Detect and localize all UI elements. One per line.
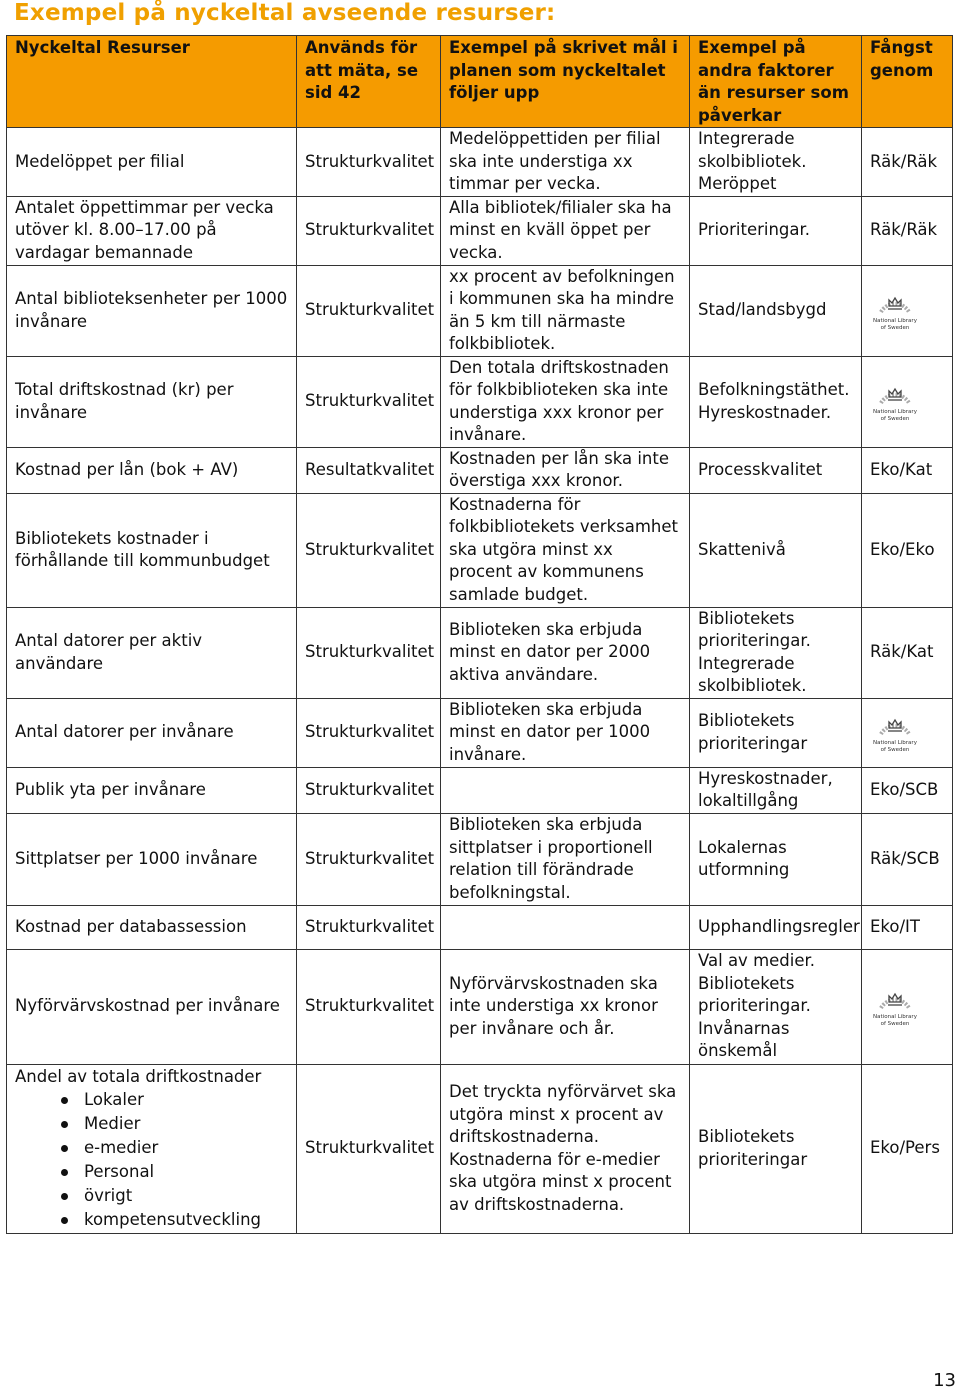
indicator-cell: Antal biblioteksenheter per 1000 invånare <box>7 265 297 356</box>
indicator-cell: Antal datorer per aktiv användare <box>7 607 297 698</box>
capture-cell: Räk/Kat <box>862 607 953 698</box>
table-row <box>7 265 953 356</box>
factors-cell: Bibliotekets prioriteringar <box>690 698 862 767</box>
capture-cell: Räk/Räk <box>862 128 953 197</box>
header-goal: Exempel på skrivet mål i planen som nyckeltalet följer upp <box>441 36 690 128</box>
header-measure: Används för att mäta, se sid 42 <box>297 36 441 128</box>
factors-cell: Befolkningstäthet. Hyreskostnader. <box>690 356 862 447</box>
logo-text: of Sweden <box>880 746 910 753</box>
page-number: 13 <box>933 1370 956 1391</box>
factors-cell: Prioriteringar. <box>690 196 862 265</box>
indicator-title: Andel av totala driftkostnader <box>15 1067 262 1086</box>
table-row <box>7 949 953 1064</box>
measure-cell: Strukturkvalitet <box>297 265 441 356</box>
list-item: Personal <box>27 1160 288 1184</box>
goal-cell: Kostnaderna för folkbibliotekets verksamhet ska utgöra minst xx procent av kommunens samlade budget. <box>441 493 690 607</box>
crown-seal-icon <box>875 286 915 318</box>
goal-cell: Kostnaden per lån ska inte överstiga xxx kronor. <box>441 447 690 493</box>
indicator-cell: Bibliotekets kostnader i förhållande till kommunbudget <box>7 493 297 607</box>
goal-cell <box>441 905 690 949</box>
capture-cell: Eko/IT <box>862 905 953 949</box>
measure-cell: Strukturkvalitet <box>297 493 441 607</box>
goal-cell: Nyförvärvskostnaden ska inte understiga xx kronor per invånare och år. <box>441 949 690 1064</box>
goal-cell: Biblioteken ska erbjuda sittplatser i proportionell relation till förändrade befolkningstal. <box>441 813 690 905</box>
indicator-cell: Antalet öppettimmar per vecka utöver kl. 8.00–17.00 på vardagar bemannade <box>7 196 297 265</box>
logo-text: National Library <box>873 318 917 324</box>
measure-cell: Strukturkvalitet <box>297 905 441 949</box>
crown-seal-icon <box>875 708 915 740</box>
factors-cell: Bibliotekets prioriteringar. Integrerade skolbibliotek. <box>690 607 862 698</box>
capture-cell: Eko/Pers <box>862 1064 953 1233</box>
logo-text: of Sweden <box>880 324 910 331</box>
measure-cell: Strukturkvalitet <box>297 356 441 447</box>
goal-cell: Det tryckta nyförvärvet ska utgöra minst x procent av driftskostnaderna. Kostnaderna för e-medier ska utgöra minst x procent av driftskostnaderna. <box>441 1064 690 1233</box>
cost-category-list <box>15 1088 288 1232</box>
capture-cell <box>862 356 953 447</box>
indicator-cell: Medelöppet per filial <box>7 128 297 197</box>
list-item: e-medier <box>27 1136 288 1160</box>
page-title: Exempel på nyckeltal avseende resurser: <box>14 0 556 26</box>
capture-cell <box>862 265 953 356</box>
measure-cell: Resultatkvalitet <box>297 447 441 493</box>
capture-cell: Räk/Räk <box>862 196 953 265</box>
table-row <box>7 128 953 197</box>
factors-cell: Integrerade skolbibliotek. Meröppet <box>690 128 862 197</box>
header-capture: Fångst genom <box>862 36 953 128</box>
measure-cell: Strukturkvalitet <box>297 196 441 265</box>
measure-cell: Strukturkvalitet <box>297 1064 441 1233</box>
indicator-cell: Total driftskostnad (kr) per invånare <box>7 356 297 447</box>
goal-cell: Medelöppettiden per filial ska inte understiga xx timmar per vecka. <box>441 128 690 197</box>
logo-text: National Library <box>873 1014 917 1020</box>
table-row <box>7 447 953 493</box>
goal-cell: Den totala driftskostnaden för folkbiblioteken ska inte understiga xxx kronor per invånare. <box>441 356 690 447</box>
list-item: övrigt <box>27 1184 288 1208</box>
measure-cell: Strukturkvalitet <box>297 607 441 698</box>
indicator-cell: Kostnad per databassession <box>7 905 297 949</box>
table-row <box>7 1064 953 1233</box>
factors-cell: Lokalernas utformning <box>690 813 862 905</box>
capture-cell: Eko/SCB <box>862 767 953 813</box>
factors-cell: Bibliotekets prioriteringar <box>690 1064 862 1233</box>
indicator-cell: Kostnad per lån (bok + AV) <box>7 447 297 493</box>
goal-cell: Biblioteken ska erbjuda minst en dator per 2000 aktiva användare. <box>441 607 690 698</box>
table-header-row <box>7 36 953 128</box>
table-row <box>7 356 953 447</box>
measure-cell: Strukturkvalitet <box>297 813 441 905</box>
indicator-cell: Nyförvärvskostnad per invånare <box>7 949 297 1064</box>
table-row <box>7 196 953 265</box>
header-indicator: Nyckeltal Resurser <box>7 36 297 128</box>
table-row <box>7 698 953 767</box>
table-row <box>7 493 953 607</box>
capture-cell: Räk/SCB <box>862 813 953 905</box>
capture-cell <box>862 949 953 1064</box>
capture-cell <box>862 698 953 767</box>
key-figures-table <box>6 35 953 1234</box>
measure-cell: Strukturkvalitet <box>297 698 441 767</box>
library-logo <box>870 286 920 331</box>
list-item: Lokaler <box>27 1088 288 1112</box>
indicator-cell <box>7 1064 297 1233</box>
measure-cell: Strukturkvalitet <box>297 128 441 197</box>
factors-cell: Processkvalitet <box>690 447 862 493</box>
factors-cell: Val av medier. Bibliotekets prioriteringar. Invånarnas önskemål <box>690 949 862 1064</box>
indicator-cell: Publik yta per invånare <box>7 767 297 813</box>
goal-cell <box>441 767 690 813</box>
logo-text: of Sweden <box>880 1020 910 1027</box>
table-row <box>7 607 953 698</box>
crown-seal-icon <box>875 377 915 409</box>
factors-cell: Hyreskostnader, lokaltillgång <box>690 767 862 813</box>
goal-cell: Biblioteken ska erbjuda minst en dator per 1000 invånare. <box>441 698 690 767</box>
goal-cell: xx procent av befolkningen i kommunen ska ha mindre än 5 km till närmaste folkbibliotek. <box>441 265 690 356</box>
table-row <box>7 813 953 905</box>
factors-cell: Skattenivå <box>690 493 862 607</box>
indicator-cell: Antal datorer per invånare <box>7 698 297 767</box>
factors-cell: Stad/landsbygd <box>690 265 862 356</box>
goal-cell: Alla bibliotek/filialer ska ha minst en kväll öppet per vecka. <box>441 196 690 265</box>
library-logo <box>870 377 920 422</box>
measure-cell: Strukturkvalitet <box>297 767 441 813</box>
logo-text: National Library <box>873 409 917 415</box>
indicator-cell: Sittplatser per 1000 invånare <box>7 813 297 905</box>
library-logo <box>870 982 920 1027</box>
table-row <box>7 767 953 813</box>
factors-cell: Upphandlingsregler <box>690 905 862 949</box>
list-item: kompetensutveckling <box>27 1208 288 1232</box>
library-logo <box>870 708 920 753</box>
capture-cell: Eko/Kat <box>862 447 953 493</box>
capture-cell: Eko/Eko <box>862 493 953 607</box>
table-row <box>7 905 953 949</box>
logo-text: of Sweden <box>880 415 910 422</box>
header-factors: Exempel på andra faktorer än resurser som påverkar <box>690 36 862 128</box>
measure-cell: Strukturkvalitet <box>297 949 441 1064</box>
list-item: Medier <box>27 1112 288 1136</box>
logo-text: National Library <box>873 740 917 746</box>
crown-seal-icon <box>875 982 915 1014</box>
